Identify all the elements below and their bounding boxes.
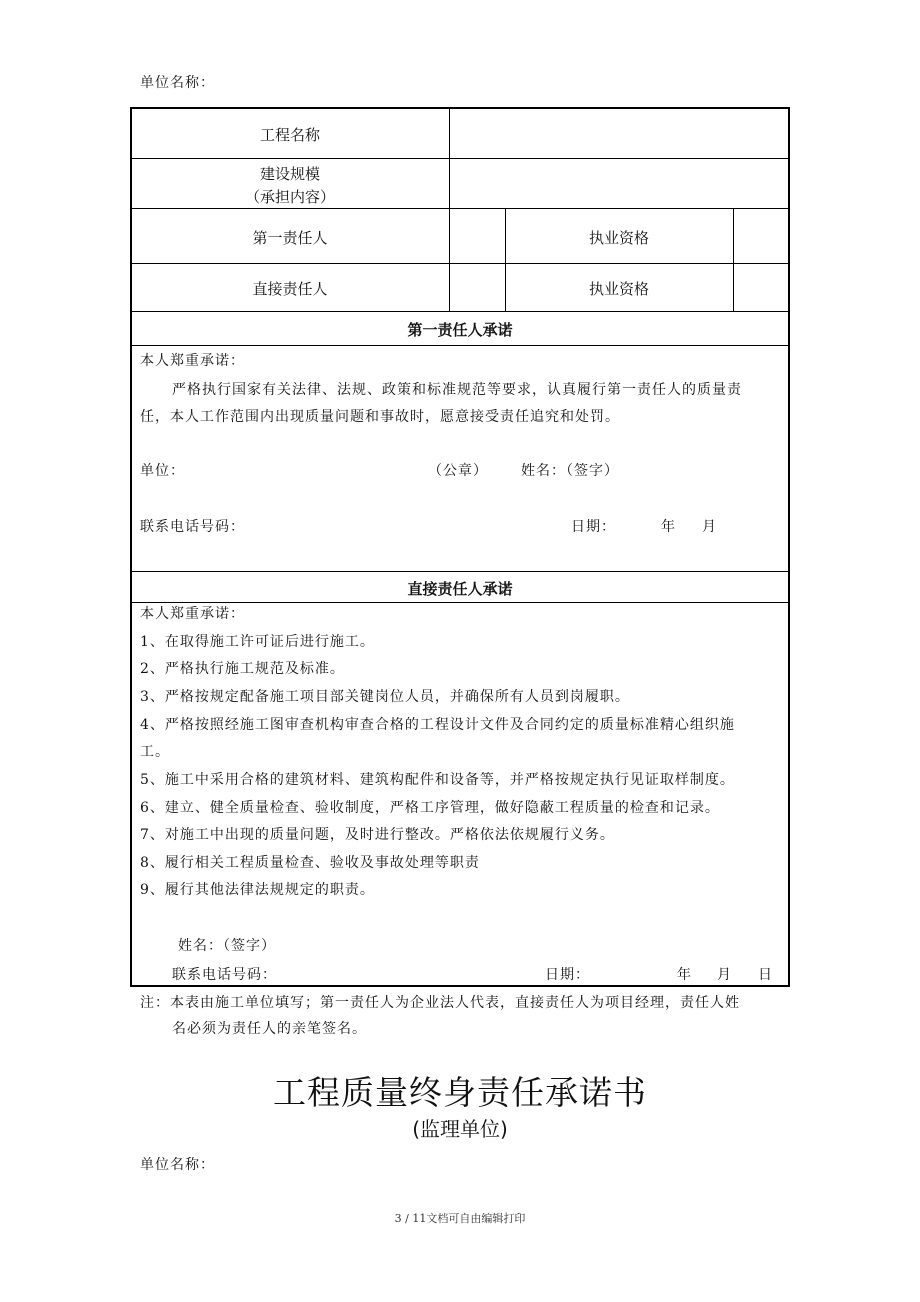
first-name-label: 姓名：（签字） xyxy=(521,463,619,479)
first-responsible-label: 第一责任人 xyxy=(252,229,328,247)
first-seal-label: （公章） xyxy=(428,463,488,479)
first-commitment-body-line2: 任，本人工作范围内出现质量问题和事故时，愿意接受责任追究和处罚。 xyxy=(140,409,620,425)
first-commitment-body-line1: 严格执行国家有关法律、法规、政策和标准规范等要求，认真履行第一责任人的质量责 xyxy=(172,382,742,398)
direct-commitment-item: 8、履行相关工程质量检查、验收及事故处理等职责 xyxy=(140,855,480,871)
direct-year-label: 年 xyxy=(677,967,692,983)
column-divider xyxy=(733,208,734,311)
direct-commitment-item: 4、严格按照经施工图审查机构审查合格的工程设计文件及合同约定的质量标准精心组织施 xyxy=(140,717,735,733)
page-subtitle: (监理单位) xyxy=(412,1117,508,1141)
scale-label-line1: 建设规模 xyxy=(259,165,320,183)
direct-commitment-item: 7、对施工中出现的质量问题，及时进行整改。严格依法依规履行义务。 xyxy=(140,827,615,843)
direct-date-label: 日期： xyxy=(545,967,590,983)
scale-label-line2: （承担内容） xyxy=(244,188,335,206)
direct-day-label: 日 xyxy=(758,967,773,983)
first-commitment-header: 第一责任人承诺 xyxy=(407,321,513,339)
row-divider xyxy=(131,345,789,346)
first-phone-label: 联系电话号码： xyxy=(140,519,245,535)
page-title: 工程质量终身责任承诺书 xyxy=(273,1073,647,1112)
project-name-label: 工程名称 xyxy=(259,126,320,144)
row-divider xyxy=(131,263,789,264)
direct-commitment-item: 2、严格执行施工规范及标准。 xyxy=(140,661,345,677)
direct-name-label: 姓名：（签字） xyxy=(178,938,276,954)
direct-commitment-header: 直接责任人承诺 xyxy=(407,580,513,598)
note-line1: 注：本表由施工单位填写；第一责任人为企业法人代表，直接责任人为项目经理，责任人姓 xyxy=(140,995,740,1011)
qualification-label: 执业资格 xyxy=(588,229,649,247)
direct-commitment-item: 6、建立、健全质量检查、验收制度，严格工序管理，做好隐蔽工程质量的检查和记录。 xyxy=(140,800,720,816)
first-year-label: 年 xyxy=(661,519,676,535)
direct-commitment-item: 3、严格按规定配备施工项目部关键岗位人员，并确保所有人员到岗履职。 xyxy=(140,689,630,705)
direct-commitment-item: 5、施工中采用合格的建筑材料、建筑构配件和设备等，并严格按规定执行见证取样制度。 xyxy=(140,772,735,788)
page-footer: 3 / 11文档可自由编辑打印 xyxy=(394,1212,526,1225)
note-line2: 名必须为责任人的亲笔签名。 xyxy=(172,1021,367,1037)
first-unit-label: 单位： xyxy=(140,463,185,479)
direct-month-label: 月 xyxy=(717,967,732,983)
row-divider xyxy=(131,571,789,572)
qualification-label: 执业资格 xyxy=(588,280,649,298)
direct-phone-label: 联系电话号码： xyxy=(172,967,277,983)
first-commitment-intro: 本人郑重承诺： xyxy=(140,353,245,369)
first-date-label: 日期： xyxy=(571,519,616,535)
column-divider xyxy=(449,108,450,311)
unit-name-label: 单位名称： xyxy=(140,75,215,91)
row-divider xyxy=(131,208,789,209)
direct-commitment-item: 工。 xyxy=(140,744,170,760)
unit-name-label: 单位名称： xyxy=(140,1157,215,1173)
direct-commitment-intro: 本人郑重承诺： xyxy=(140,606,245,622)
first-month-label: 月 xyxy=(702,519,717,535)
direct-commitment-item: 1、在取得施工许可证后进行施工。 xyxy=(140,634,375,650)
direct-commitment-item: 9、履行其他法律法规规定的职责。 xyxy=(140,882,375,898)
direct-responsible-label: 直接责任人 xyxy=(252,280,328,298)
row-divider xyxy=(131,158,789,159)
row-divider xyxy=(131,311,789,312)
